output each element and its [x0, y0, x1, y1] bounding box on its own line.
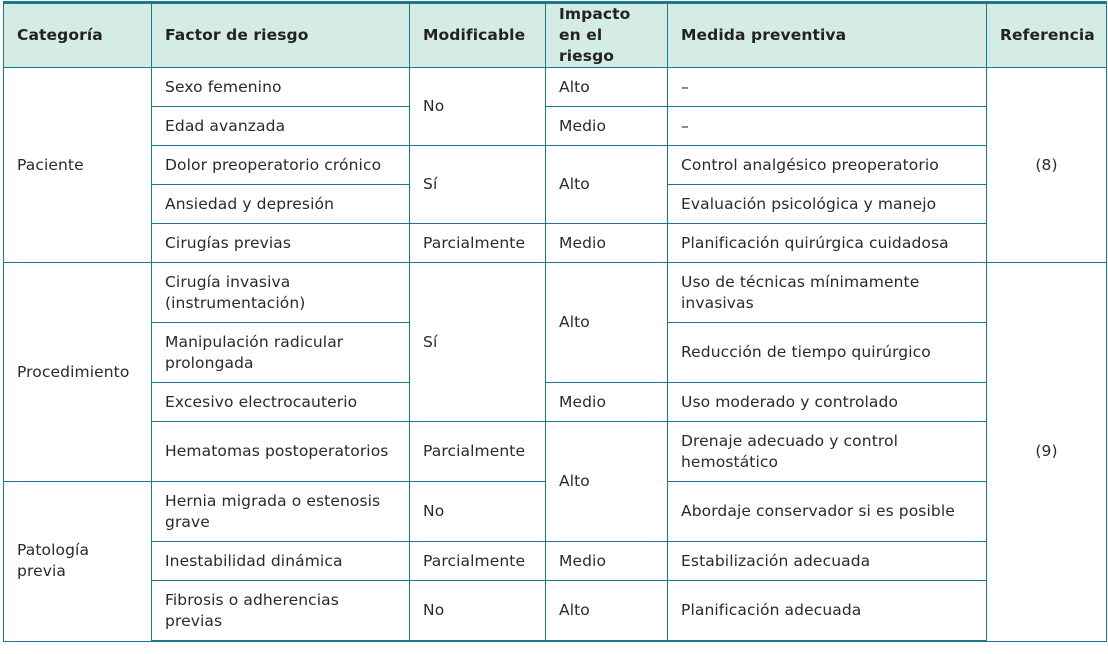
category-cell: Patología previa: [4, 482, 152, 642]
factor-cell: Sexo femenino: [152, 68, 410, 107]
factor-cell: Excesivo electrocauterio: [152, 383, 410, 422]
header-impact: Impacto en el riesgo: [546, 3, 668, 68]
factor-cell: Cirugías previas: [152, 224, 410, 263]
measure-cell: Control analgésico preoperatorio: [668, 146, 987, 185]
impact-cell: Alto: [546, 581, 668, 642]
table-row: [4, 581, 1107, 642]
header-category: Categoría: [4, 3, 152, 68]
impact-cell: Medio: [546, 542, 668, 581]
factor-cell: Hernia migrada o estenosis grave: [152, 482, 410, 542]
measure-cell: Uso moderado y controlado: [668, 383, 987, 422]
reference-cell: (8): [987, 68, 1107, 263]
modifiable-cell: No: [410, 581, 546, 642]
impact-cell: Alto: [546, 422, 668, 542]
table-row: [4, 263, 1107, 323]
modifiable-cell: Parcialmente: [410, 422, 546, 482]
modifiable-cell: No: [410, 482, 546, 542]
impact-cell: Medio: [546, 383, 668, 422]
measure-cell: Planificación quirúrgica cuidadosa: [668, 224, 987, 263]
measure-cell: Uso de técnicas mínimamente invasivas: [668, 263, 987, 323]
risk-factor-table-container: [3, 1, 1107, 642]
factor-cell: Ansiedad y depresión: [152, 185, 410, 224]
measure-cell: Abordaje conservador si es posible: [668, 482, 987, 542]
impact-cell: Medio: [546, 107, 668, 146]
header-risk-factor: Factor de riesgo: [152, 3, 410, 68]
table-row: [4, 107, 1107, 146]
modifiable-cell: Parcialmente: [410, 542, 546, 581]
risk-factor-table: [3, 1, 1107, 642]
impact-cell: Medio: [546, 224, 668, 263]
modifiable-cell: Sí: [410, 146, 546, 224]
reference-cell: (9): [987, 263, 1107, 642]
impact-cell: Alto: [546, 68, 668, 107]
modifiable-cell: No: [410, 68, 546, 146]
measure-cell: Estabilización adecuada: [668, 542, 987, 581]
header-reference: Referencia: [987, 3, 1107, 68]
table-row: [4, 146, 1107, 185]
table-row: [4, 68, 1107, 107]
factor-cell: Edad avanzada: [152, 107, 410, 146]
factor-cell: Dolor preoperatorio crónico: [152, 146, 410, 185]
header-modifiable: Modificable: [410, 3, 546, 68]
modifiable-cell: Parcialmente: [410, 224, 546, 263]
factor-cell: Inestabilidad dinámica: [152, 542, 410, 581]
category-cell: Paciente: [4, 68, 152, 263]
impact-cell: Alto: [546, 263, 668, 383]
header-row: [4, 3, 1107, 68]
impact-cell: Alto: [546, 146, 668, 224]
modifiable-cell: Sí: [410, 263, 546, 422]
table-row: [4, 422, 1107, 482]
category-cell: Procedimiento: [4, 263, 152, 482]
measure-cell: –: [668, 107, 987, 146]
factor-cell: Cirugía invasiva (instrumentación): [152, 263, 410, 323]
factor-cell: Hematomas postoperatorios: [152, 422, 410, 482]
measure-cell: Reducción de tiempo quirúrgico: [668, 323, 987, 383]
table-row: [4, 542, 1107, 581]
measure-cell: Drenaje adecuado y control hemostático: [668, 422, 987, 482]
header-preventive-measure: Medida preventiva: [668, 3, 987, 68]
table-row: [4, 224, 1107, 263]
factor-cell: Manipulación radicular prolongada: [152, 323, 410, 383]
factor-cell: Fibrosis o adherencias previas: [152, 581, 410, 642]
measure-cell: Planificación adecuada: [668, 581, 987, 642]
measure-cell: –: [668, 68, 987, 107]
measure-cell: Evaluación psicológica y manejo: [668, 185, 987, 224]
table-row: [4, 383, 1107, 422]
